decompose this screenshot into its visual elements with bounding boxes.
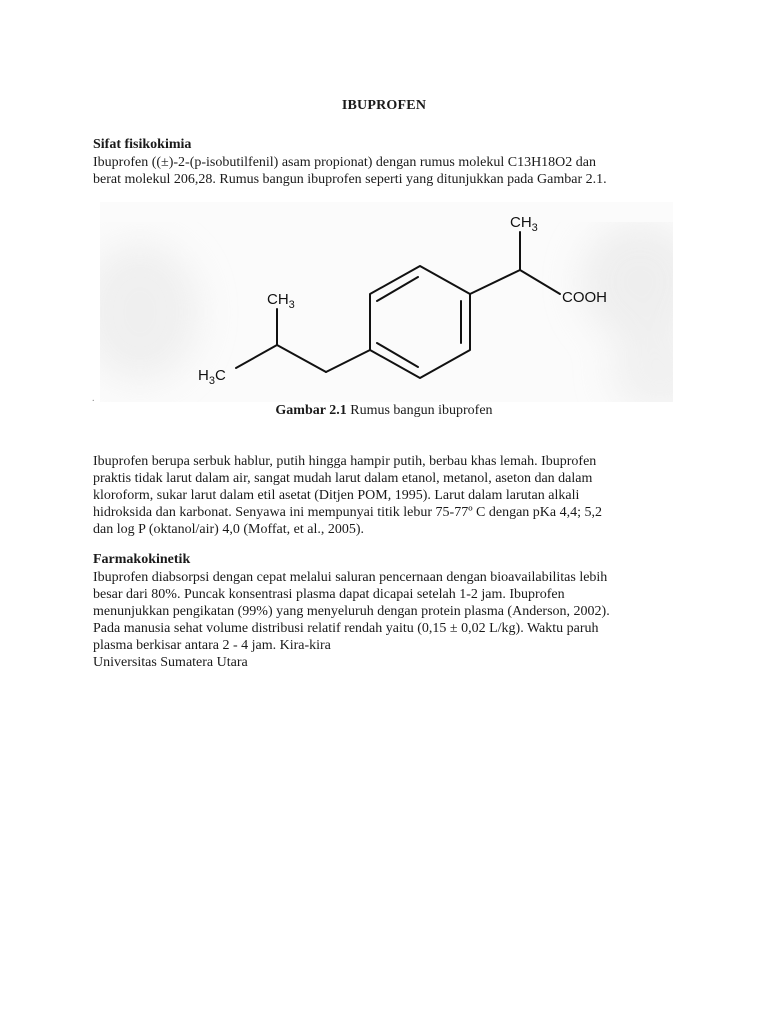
text-line: berat molekul 206,28. Rumus bangun ibuprofen seperti yang ditunjukkan pada Gambar 2.1. <box>93 172 607 187</box>
label-ch3-left: $CH_3$ <box>267 291 295 311</box>
label-h3c: $H_3C$ <box>198 367 226 387</box>
text-line: Ibuprofen ((±)-2-(p-isobutilfenil) asam propionat) dengan rumus molekul C13H18O2 dan <box>93 155 597 170</box>
text-line: kloroform, sukar larut dalam etil asetat (Ditjen POM, 1995). Larut dalam larutan alkali <box>93 488 580 503</box>
ibuprofen-structure-figure <box>100 202 673 402</box>
label-ch3-top: $CH_3$ <box>510 214 538 234</box>
caption-label: Gambar 2.1 <box>275 403 347 418</box>
figure-stray-mark: . <box>92 393 95 404</box>
figure-caption <box>0 403 768 419</box>
text-line: besar dari 80%. Puncak konsentrasi plasma dapat dicapai setelah 1-2 jam. Ibuprofen <box>93 587 565 602</box>
text-line: plasma berkisar antara 2 - 4 jam. Kira-kira <box>93 638 331 653</box>
section-heading-sifat-fisikokimia: Sifat fisikokimia <box>93 137 192 152</box>
paragraph-description <box>93 453 683 538</box>
text-line: Pada manusia sehat volume distribusi relatif rendah yaitu (0,15 ± 0,02 L/kg). Waktu paruh <box>93 621 599 636</box>
text-line: hidroksida dan karbonat. Senyawa ini mempunyai titik lebur 75-77º C dengan pKa 4,4; 5,2 <box>93 505 603 520</box>
paragraph-farmakokinetik <box>93 569 683 671</box>
text-line: Ibuprofen berupa serbuk hablur, putih hingga hampir putih, berbau khas lemah. Ibuprofen <box>93 454 597 469</box>
text-line: praktis tidak larut dalam air, sangat mudah larut dalam etanol, metanol, aseton dan dalam <box>93 471 593 486</box>
text-line: menunjukkan pengikatan (99%) yang menyeluruh dengan protein plasma (Anderson, 2002). <box>93 604 610 619</box>
paragraph-sifat-fisikokimia <box>93 154 683 188</box>
caption-text: Rumus bangun ibuprofen <box>346 403 493 418</box>
footer-institution: Universitas Sumatera Utara <box>93 655 248 670</box>
text-line: dan log P (oktanol/air) 4,0 (Moffat, et al., 2005). <box>93 522 364 537</box>
section-heading-farmakokinetik: Farmakokinetik <box>93 552 191 567</box>
label-cooh: COOH <box>562 289 607 306</box>
text-line: Ibuprofen diabsorpsi dengan cepat melalui saluran pencernaan dengan bioavailabilitas lebih <box>93 570 608 585</box>
page-title: IBUPROFEN <box>341 98 427 113</box>
